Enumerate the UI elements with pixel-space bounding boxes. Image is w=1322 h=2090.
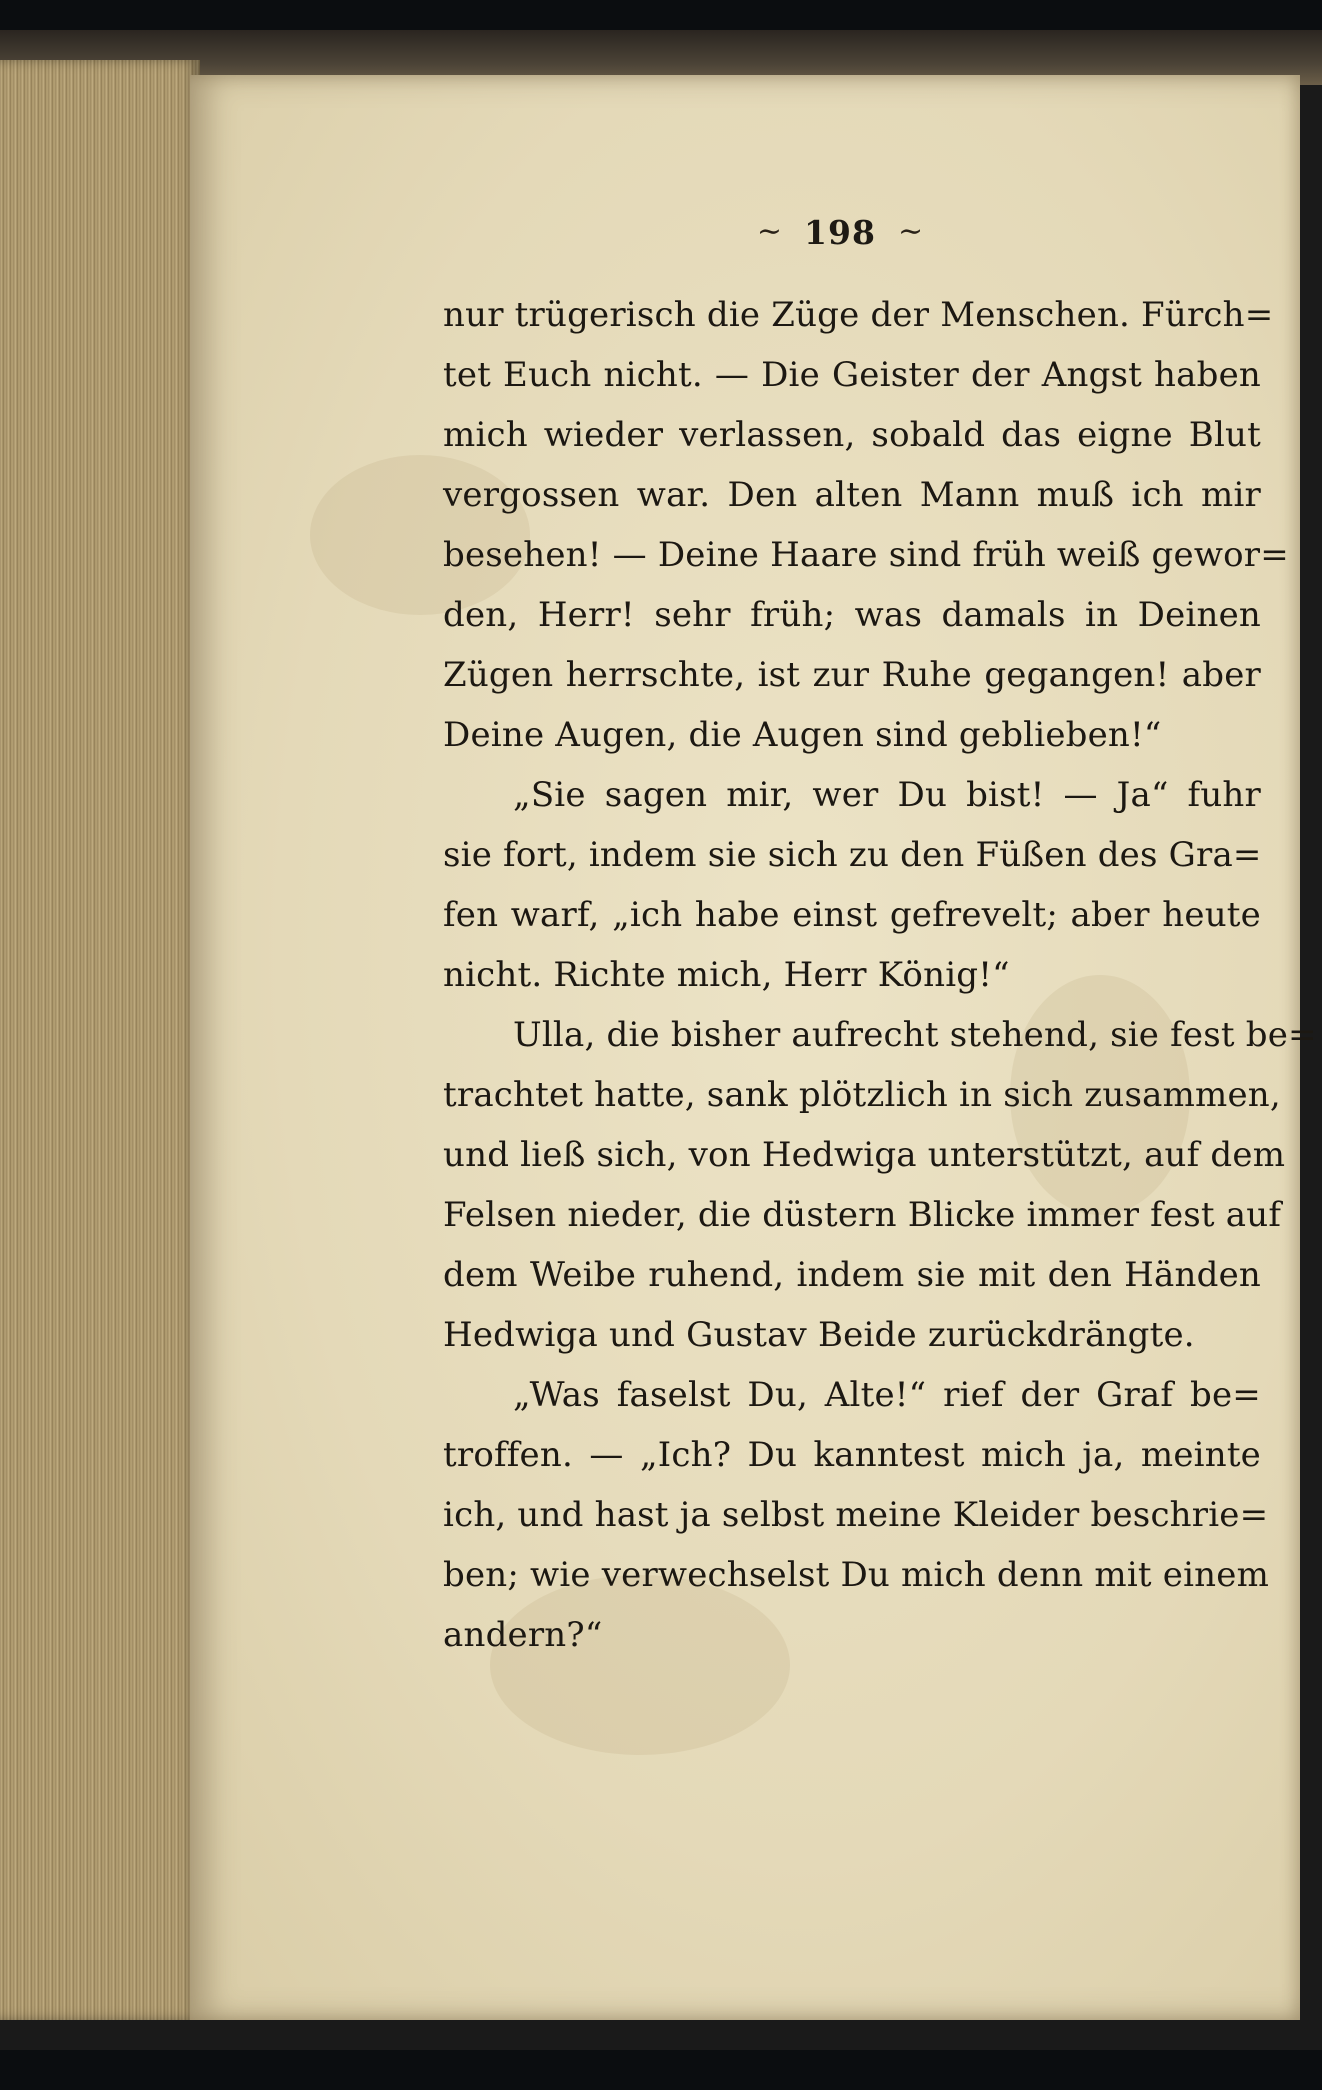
text-line: vergossen war. Den alten Mann muß ich mir	[443, 475, 1261, 515]
page-number: 198	[804, 212, 876, 252]
text-line: mich wieder verlassen, sobald das eigne Blut	[443, 415, 1261, 455]
text-line: nicht. Richte mich, Herr König!“	[443, 955, 1010, 995]
text-line: nur trügerisch die Züge der Menschen. Fürch=	[443, 295, 1274, 335]
text-line: den, Herr! sehr früh; was damals in Deinen	[443, 595, 1261, 635]
page-header	[710, 207, 970, 257]
ornament-right-icon: ∼	[897, 214, 924, 249]
text-line: ben; wie verwechselst Du mich denn mit einem	[443, 1555, 1270, 1595]
page-edges	[0, 60, 200, 2020]
text-line: sie fort, indem sie sich zu den Füßen des Gra=	[443, 835, 1262, 875]
text-line: Hedwiga und Gustav Beide zurückdrängte.	[443, 1315, 1195, 1355]
text-line: Ulla, die bisher aufrecht stehend, sie fest be=	[513, 1015, 1317, 1055]
text-line: andern?“	[443, 1615, 603, 1655]
text-line: trachtet hatte, sank plötzlich in sich zusammen,	[443, 1075, 1281, 1115]
text-line: fen warf, „ich habe einst gefrevelt; aber heute	[443, 895, 1261, 935]
ornament-left-icon: ∼	[756, 214, 783, 249]
text-line: „Was faselst Du, Alte!“ rief der Graf be=	[513, 1375, 1261, 1415]
text-line: Felsen nieder, die düstern Blicke immer fest auf	[443, 1195, 1282, 1235]
text-line: ich, und hast ja selbst meine Kleider beschrie=	[443, 1495, 1269, 1535]
text-line: besehen! — Deine Haare sind früh weiß gewor=	[443, 535, 1289, 575]
text-line: Deine Augen, die Augen sind geblieben!“	[443, 715, 1162, 755]
text-line: dem Weibe ruhend, indem sie mit den Händen	[443, 1255, 1261, 1295]
text-line: und ließ sich, von Hedwiga unterstützt, auf dem	[443, 1135, 1286, 1175]
text-line: Zügen herrschte, ist zur Ruhe gegangen! aber	[443, 655, 1261, 695]
body-text	[443, 290, 1317, 1700]
text-line: „Sie sagen mir, wer Du bist! — Ja“ fuhr	[513, 775, 1261, 815]
text-line: tet Euch nicht. — Die Geister der Angst haben	[443, 355, 1261, 395]
text-line: troffen. — „Ich? Du kanntest mich ja, meinte	[443, 1435, 1261, 1475]
